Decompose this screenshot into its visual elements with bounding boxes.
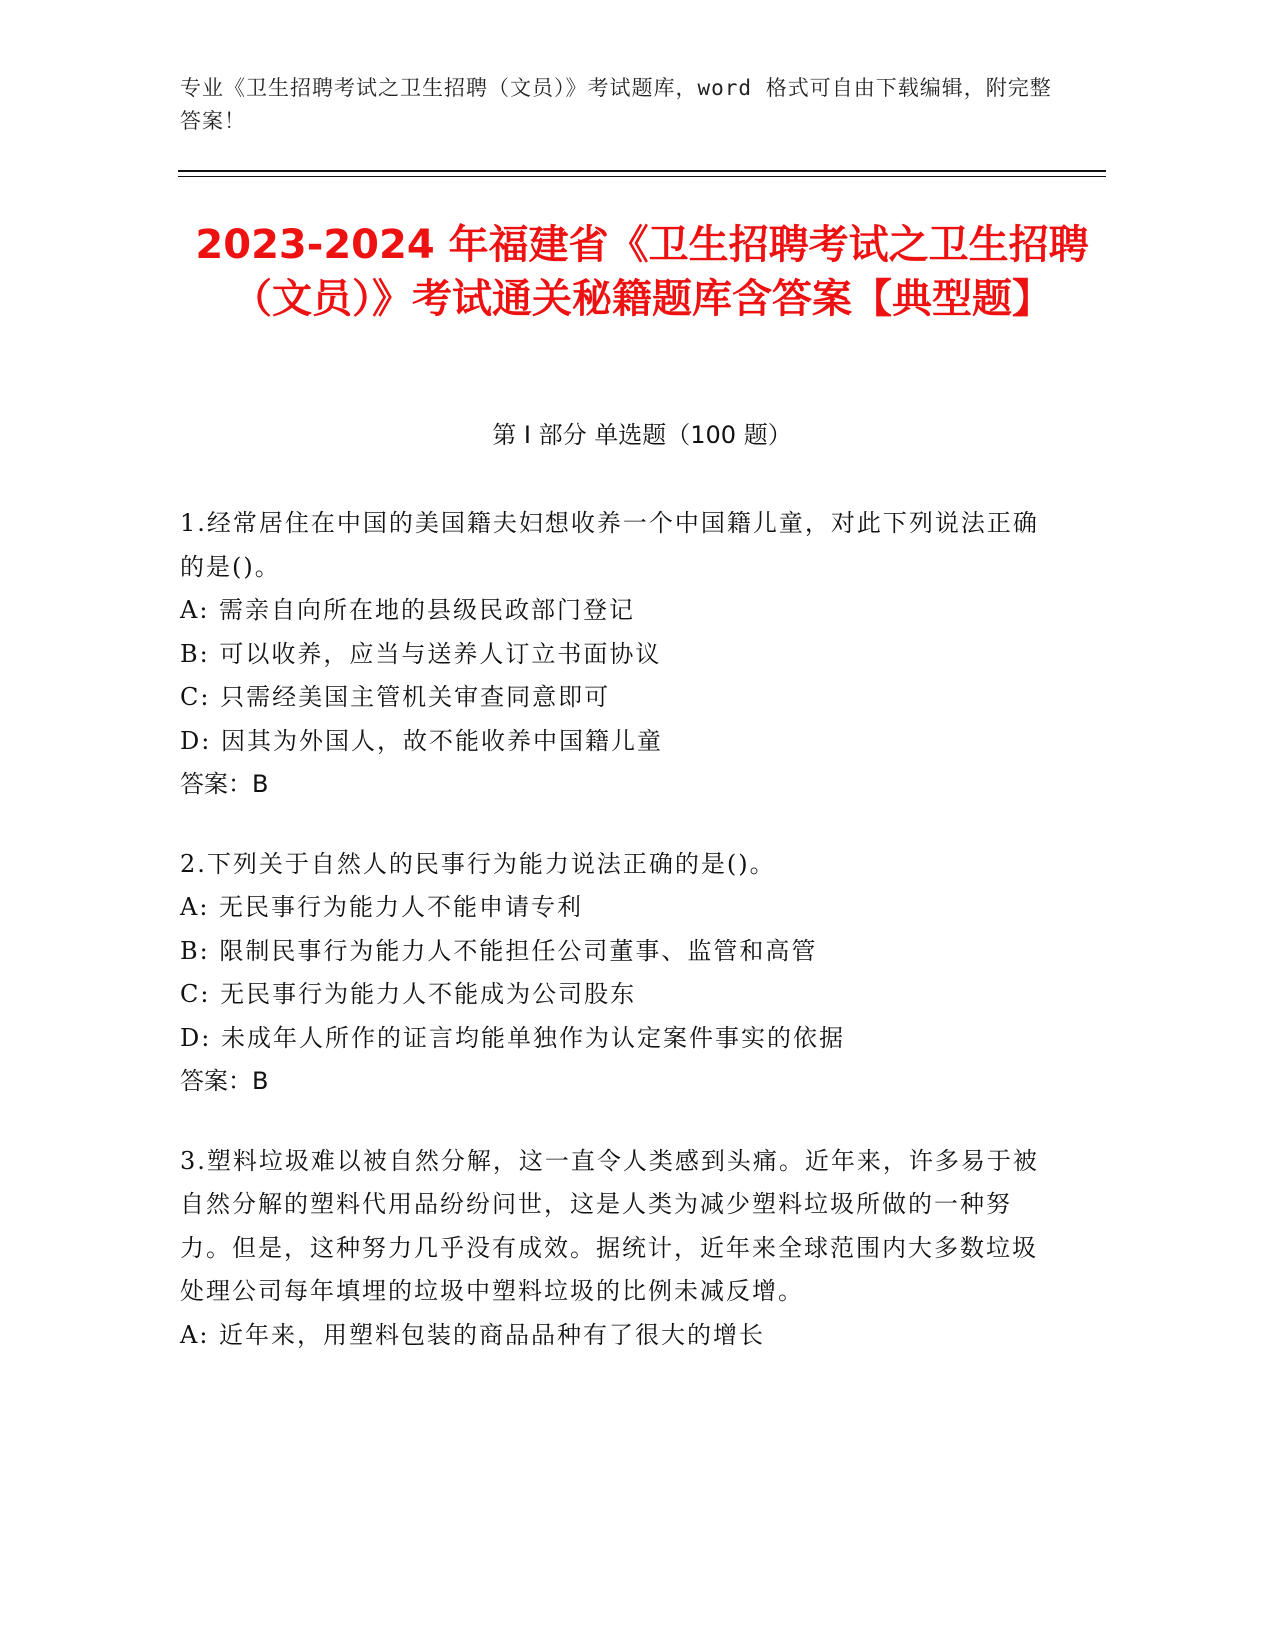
header-rule-thin: [178, 176, 1106, 177]
option-b: B: 限制民事行为能力人不能担任公司董事、监管和高管: [180, 936, 818, 965]
question-1: [180, 502, 1060, 807]
answer-line: 答案：B: [180, 770, 269, 798]
option-c: C: 只需经美国主管机关审查同意即可: [180, 683, 611, 711]
section-title: 第 I 部分 单选题（100 题）: [492, 421, 792, 449]
answer-line: 答案：B: [180, 1067, 269, 1095]
option-d: D: 因其为外国人，故不能收养中国籍儿童: [180, 726, 663, 755]
document-title: 2023-2024 年福建省《卫生招聘考试之卫生招聘（文员）》考试通关秘籍题库含答案【典型题】: [195, 222, 1089, 322]
option-d: D: 未成年人所作的证言均能单独作为认定案件事实的依据: [180, 1023, 845, 1052]
header-rule-thick: [178, 170, 1106, 172]
question-stem: 1.经常居住在中国的美国籍夫妇想收养一个中国籍儿童，对此下列说法正确的是()。: [180, 509, 1039, 581]
question-stem: 3.塑料垃圾难以被自然分解，这一直令人类感到头痛。近年来，许多易于被自然分解的塑料代用品纷纷问世，这是人类为减少塑料垃圾所做的一种努力。但是，这种努力几乎没有成效。据统计，近年来全球范围内大多数垃圾处理公司每年填埋的垃圾中塑料垃圾的比例未减反增。: [180, 1146, 1039, 1305]
option-b: B: 可以收养，应当与送养人订立书面协议: [180, 639, 662, 668]
question-list: [180, 502, 1060, 1393]
question-stem: 2.下列关于自然人的民事行为能力说法正确的是()。: [180, 849, 776, 878]
option-c: C: 无民事行为能力人不能成为公司股东: [180, 980, 637, 1008]
option-a: A: 无民事行为能力人不能申请专利: [180, 893, 584, 921]
question-2: [180, 843, 1060, 1104]
option-a: A: 近年来，用塑料包装的商品品种有了很大的增长: [180, 1320, 766, 1349]
option-a: A: 需亲自向所在地的县级民政部门登记: [180, 596, 636, 624]
question-3: [180, 1140, 1060, 1358]
header-note: 专业《卫生招聘考试之卫生招聘（文员）》考试题库，word 格式可自由下载编辑，附完整答案！: [180, 76, 1052, 133]
